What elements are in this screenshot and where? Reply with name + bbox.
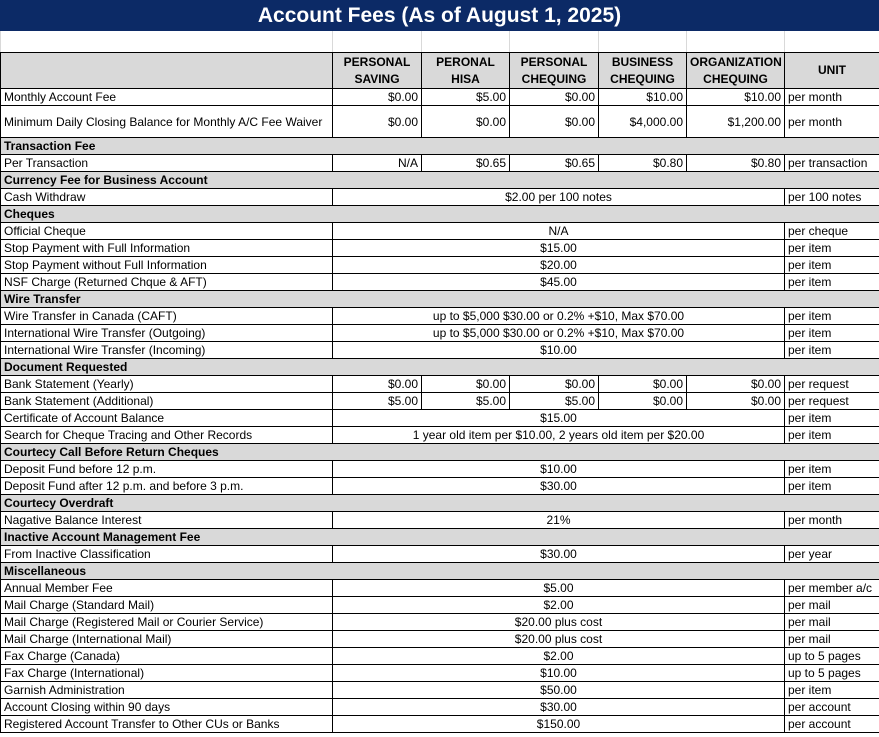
fee-unit: up to 5 pages: [785, 648, 879, 665]
fee-row: [1, 699, 879, 716]
fee-value-merged: $30.00: [333, 478, 785, 495]
fee-value-merged: $20.00: [333, 257, 785, 274]
header-personal-chequing: PERSONAL CHEQUING: [510, 53, 599, 89]
fee-label: Mail Charge (Registered Mail or Courier Service): [1, 614, 333, 631]
fee-row: [1, 274, 879, 291]
fee-value: $10.00: [599, 89, 687, 106]
fee-label: Minimum Daily Closing Balance for Monthly A/C Fee Waiver: [1, 106, 333, 138]
fee-label: Bank Statement (Yearly): [1, 376, 333, 393]
fee-value-merged: $2.00 per 100 notes: [333, 189, 785, 206]
fee-row: [1, 223, 879, 240]
header-row: [1, 53, 879, 89]
blank-row: [1, 31, 879, 53]
fee-value-merged: up to $5,000 $30.00 or 0.2% +$10, Max $70.00: [333, 308, 785, 325]
fee-value: $1,200.00: [687, 106, 785, 138]
fee-value-merged: $5.00: [333, 580, 785, 597]
fee-unit: per item: [785, 342, 879, 359]
fee-value-merged: 1 year old item per $10.00, 2 years old item per $20.00: [333, 427, 785, 444]
fee-row: [1, 410, 879, 427]
fee-row: [1, 614, 879, 631]
fee-unit: per account: [785, 716, 879, 733]
fee-value: $0.00: [333, 376, 422, 393]
header-business-chequing: BUSINESS CHEQUING: [599, 53, 687, 89]
fee-table: [0, 31, 879, 733]
fee-value: $0.00: [422, 376, 510, 393]
fee-value: $0.65: [510, 155, 599, 172]
fee-row: [1, 240, 879, 257]
fee-label: Fax Charge (International): [1, 665, 333, 682]
fee-value: $5.00: [422, 89, 510, 106]
fee-label: Official Cheque: [1, 223, 333, 240]
fee-label: Per Transaction: [1, 155, 333, 172]
fee-label: Account Closing within 90 days: [1, 699, 333, 716]
section-title: Courtecy Call Before Return Cheques: [1, 444, 879, 461]
fee-row: [1, 189, 879, 206]
fee-value-merged: $30.00: [333, 546, 785, 563]
fee-label: Search for Cheque Tracing and Other Records: [1, 427, 333, 444]
fee-label: From Inactive Classification: [1, 546, 333, 563]
fee-label: Deposit Fund after 12 p.m. and before 3 p.m.: [1, 478, 333, 495]
fee-value-merged: $50.00: [333, 682, 785, 699]
fee-label: Monthly Account Fee: [1, 89, 333, 106]
fee-value-merged: N/A: [333, 223, 785, 240]
fee-value-merged: $15.00: [333, 410, 785, 427]
fee-row: [1, 427, 879, 444]
fee-unit: per item: [785, 257, 879, 274]
fee-row: [1, 106, 879, 138]
fee-row: [1, 257, 879, 274]
fee-label: Mail Charge (Standard Mail): [1, 597, 333, 614]
fee-label: Fax Charge (Canada): [1, 648, 333, 665]
fee-row: [1, 546, 879, 563]
fee-row: [1, 308, 879, 325]
fee-value: N/A: [333, 155, 422, 172]
fee-unit: per item: [785, 427, 879, 444]
fee-value-merged: $15.00: [333, 240, 785, 257]
fee-unit: per item: [785, 274, 879, 291]
fee-value-merged: $20.00 plus cost: [333, 614, 785, 631]
fee-unit: per year: [785, 546, 879, 563]
page-title: Account Fees (As of August 1, 2025): [0, 0, 879, 31]
fee-row: [1, 393, 879, 410]
fee-row: [1, 461, 879, 478]
fee-unit: per item: [785, 308, 879, 325]
section-header-row: [1, 563, 879, 580]
fee-unit: per month: [785, 89, 879, 106]
fee-label: Nagative Balance Interest: [1, 512, 333, 529]
fee-unit: per item: [785, 682, 879, 699]
fee-unit: up to 5 pages: [785, 665, 879, 682]
fee-row: [1, 716, 879, 733]
fee-row: [1, 478, 879, 495]
fee-value: $0.00: [599, 376, 687, 393]
fee-value-merged: 21%: [333, 512, 785, 529]
fee-row: [1, 580, 879, 597]
fee-unit: per 100 notes: [785, 189, 879, 206]
fee-unit: per account: [785, 699, 879, 716]
fee-value-merged: $10.00: [333, 342, 785, 359]
section-header-row: [1, 495, 879, 512]
fee-row: [1, 631, 879, 648]
fee-label: Registered Account Transfer to Other CUs or Banks: [1, 716, 333, 733]
fee-label: International Wire Transfer (Outgoing): [1, 325, 333, 342]
fee-value: $0.00: [510, 89, 599, 106]
header-unit: UNIT: [785, 53, 879, 89]
fee-value-merged: $30.00: [333, 699, 785, 716]
fee-value: $0.80: [599, 155, 687, 172]
section-title: Transaction Fee: [1, 138, 879, 155]
fee-value: $0.80: [687, 155, 785, 172]
fee-row: [1, 325, 879, 342]
fee-label: NSF Charge (Returned Chque & AFT): [1, 274, 333, 291]
section-header-row: [1, 206, 879, 223]
fee-row: [1, 155, 879, 172]
fee-unit: per item: [785, 410, 879, 427]
fee-value: $5.00: [422, 393, 510, 410]
fee-unit: per item: [785, 240, 879, 257]
fee-unit: per request: [785, 376, 879, 393]
header-label: [1, 53, 333, 89]
fee-label: Wire Transfer in Canada (CAFT): [1, 308, 333, 325]
section-header-row: [1, 138, 879, 155]
fee-value: $0.00: [422, 106, 510, 138]
fee-row: [1, 342, 879, 359]
fee-value-merged: $150.00: [333, 716, 785, 733]
fee-unit: per item: [785, 325, 879, 342]
section-header-row: [1, 444, 879, 461]
fee-row: [1, 665, 879, 682]
fee-value: $0.00: [510, 376, 599, 393]
fee-row: [1, 597, 879, 614]
fee-unit: per month: [785, 512, 879, 529]
fee-row: [1, 376, 879, 393]
fee-value: $0.00: [599, 393, 687, 410]
fee-value-merged: $2.00: [333, 597, 785, 614]
fee-label: Annual Member Fee: [1, 580, 333, 597]
section-title: Miscellaneous: [1, 563, 879, 580]
fee-label: Deposit Fund before 12 p.m.: [1, 461, 333, 478]
fee-row: [1, 512, 879, 529]
fee-row: [1, 682, 879, 699]
fee-label: Bank Statement (Additional): [1, 393, 333, 410]
fee-value: $0.00: [333, 89, 422, 106]
fee-label: Stop Payment without Full Information: [1, 257, 333, 274]
fee-value: $5.00: [510, 393, 599, 410]
fee-value: $5.00: [333, 393, 422, 410]
fee-unit: per transaction: [785, 155, 879, 172]
fee-label: Cash Withdraw: [1, 189, 333, 206]
fee-unit: per mail: [785, 631, 879, 648]
fee-unit: per month: [785, 106, 879, 138]
fee-unit: per mail: [785, 597, 879, 614]
fee-value-merged: $20.00 plus cost: [333, 631, 785, 648]
fee-value: $0.00: [510, 106, 599, 138]
fee-unit: per cheque: [785, 223, 879, 240]
fee-row: [1, 648, 879, 665]
section-title: Document Requested: [1, 359, 879, 376]
header-personal-saving: PERSONAL SAVING: [333, 53, 422, 89]
fee-unit: per member a/c: [785, 580, 879, 597]
fee-value-merged: $45.00: [333, 274, 785, 291]
fee-value-merged: $10.00: [333, 461, 785, 478]
fee-unit: per mail: [785, 614, 879, 631]
fee-value: $0.00: [687, 393, 785, 410]
section-title: Courtecy Overdraft: [1, 495, 879, 512]
fee-value: $4,000.00: [599, 106, 687, 138]
fee-label: International Wire Transfer (Incoming): [1, 342, 333, 359]
header-personal-hisa: PERONAL HISA: [422, 53, 510, 89]
section-header-row: [1, 172, 879, 189]
fee-unit: per request: [785, 393, 879, 410]
fee-value-merged: $10.00: [333, 665, 785, 682]
section-title: Wire Transfer: [1, 291, 879, 308]
fee-value-merged: up to $5,000 $30.00 or 0.2% +$10, Max $70.00: [333, 325, 785, 342]
fee-value: $0.00: [687, 376, 785, 393]
fee-table-body: [1, 31, 879, 733]
fee-value: $0.00: [333, 106, 422, 138]
fee-label: Garnish Administration: [1, 682, 333, 699]
fee-unit: per item: [785, 461, 879, 478]
fee-label: Stop Payment with Full Information: [1, 240, 333, 257]
header-organization-chequing: ORGANIZATION CHEQUING: [687, 53, 785, 89]
fee-row: [1, 89, 879, 106]
section-header-row: [1, 291, 879, 308]
section-title: Currency Fee for Business Account: [1, 172, 879, 189]
fee-label: Mail Charge (International Mail): [1, 631, 333, 648]
section-title: Cheques: [1, 206, 879, 223]
fee-value: $10.00: [687, 89, 785, 106]
fee-value-merged: $2.00: [333, 648, 785, 665]
section-title: Inactive Account Management Fee: [1, 529, 879, 546]
fee-label: Certificate of Account Balance: [1, 410, 333, 427]
fee-unit: per item: [785, 478, 879, 495]
section-header-row: [1, 529, 879, 546]
fee-value: $0.65: [422, 155, 510, 172]
section-header-row: [1, 359, 879, 376]
